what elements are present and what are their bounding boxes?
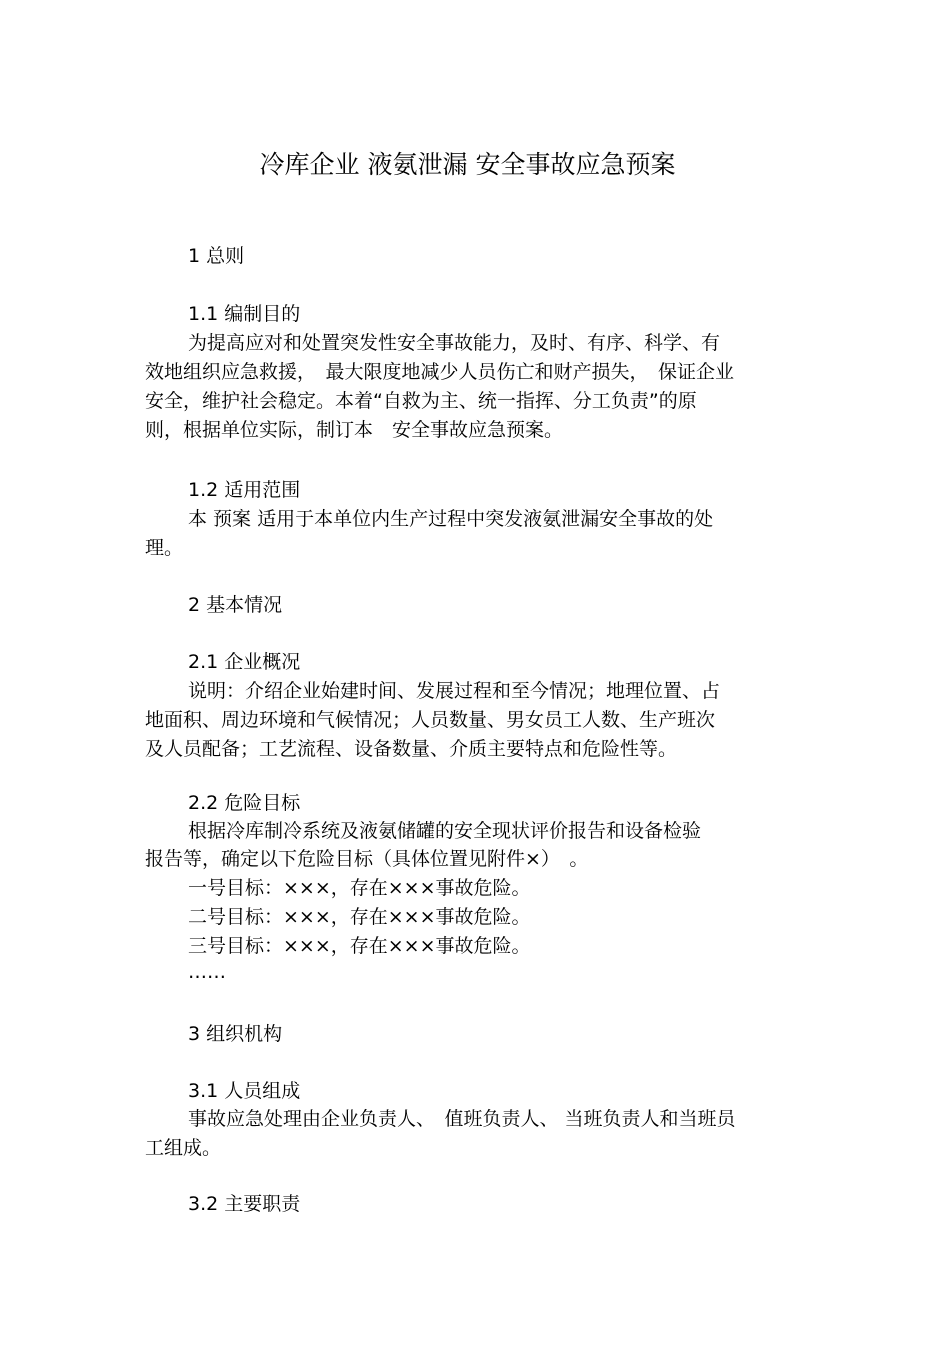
paragraph-line: 本 预案 适用于本单位内生产过程中突发液氨泄漏安全事故的处 [188, 508, 714, 530]
list-item: 二号目标：×××，存在×××事故危险。 [188, 906, 531, 928]
paragraph-line: 效地组织应急救援， 最大限度地减少人员伤亡和财产损失， 保证企业 [145, 361, 735, 383]
paragraph-line: 报告等，确定以下危险目标（具体位置见附件×） 。 [145, 848, 589, 870]
paragraph-line: 工组成。 [145, 1137, 222, 1159]
list-item: 一号目标：×××，存在×××事故危险。 [188, 877, 531, 899]
section-heading-3: 3 组织机构 [188, 1023, 283, 1045]
section-heading-2: 2 基本情况 [188, 594, 283, 616]
paragraph-line: 根据冷库制冷系统及液氨储罐的安全现状评价报告和设备检验 [188, 820, 702, 842]
subsection-heading-1-2: 1.2 适用范围 [188, 479, 301, 501]
paragraph-line: 安全，维护社会稳定。本着“自救为主、统一指挥、分工负责”的原 [145, 390, 697, 412]
paragraph-line: 说明：介绍企业始建时间、发展过程和至今情况；地理位置、占 [188, 680, 721, 702]
subsection-heading-3-2: 3.2 主要职责 [188, 1193, 301, 1215]
subsection-heading-2-1: 2.1 企业概况 [188, 651, 301, 673]
paragraph-line: 理。 [145, 537, 184, 559]
subsection-heading-1-1: 1.1 编制目的 [188, 303, 301, 325]
paragraph-line: 事故应急处理由企业负责人、 值班负责人、 当班负责人和当班员 [188, 1108, 736, 1130]
section-heading-1: 1 总则 [188, 245, 245, 267]
ellipsis: …… [188, 961, 226, 983]
paragraph-line: 地面积、周边环境和气候情况；人员数量、男女员工人数、生产班次 [145, 709, 716, 731]
paragraph-line: 则，根据单位实际，制订本 安全事故应急预案。 [145, 419, 564, 441]
paragraph-line: 及人员配备；工艺流程、设备数量、介质主要特点和危险性等。 [145, 738, 678, 760]
list-item: 三号目标：×××，存在×××事故危险。 [188, 935, 531, 957]
subsection-heading-2-2: 2.2 危险目标 [188, 792, 301, 814]
document-title: 冷库企业 液氨泄漏 安全事故应急预案 [259, 150, 676, 179]
paragraph-line: 为提高应对和处置突发性安全事故能力，及时、有序、科学、有 [188, 332, 721, 354]
subsection-heading-3-1: 3.1 人员组成 [188, 1080, 301, 1102]
